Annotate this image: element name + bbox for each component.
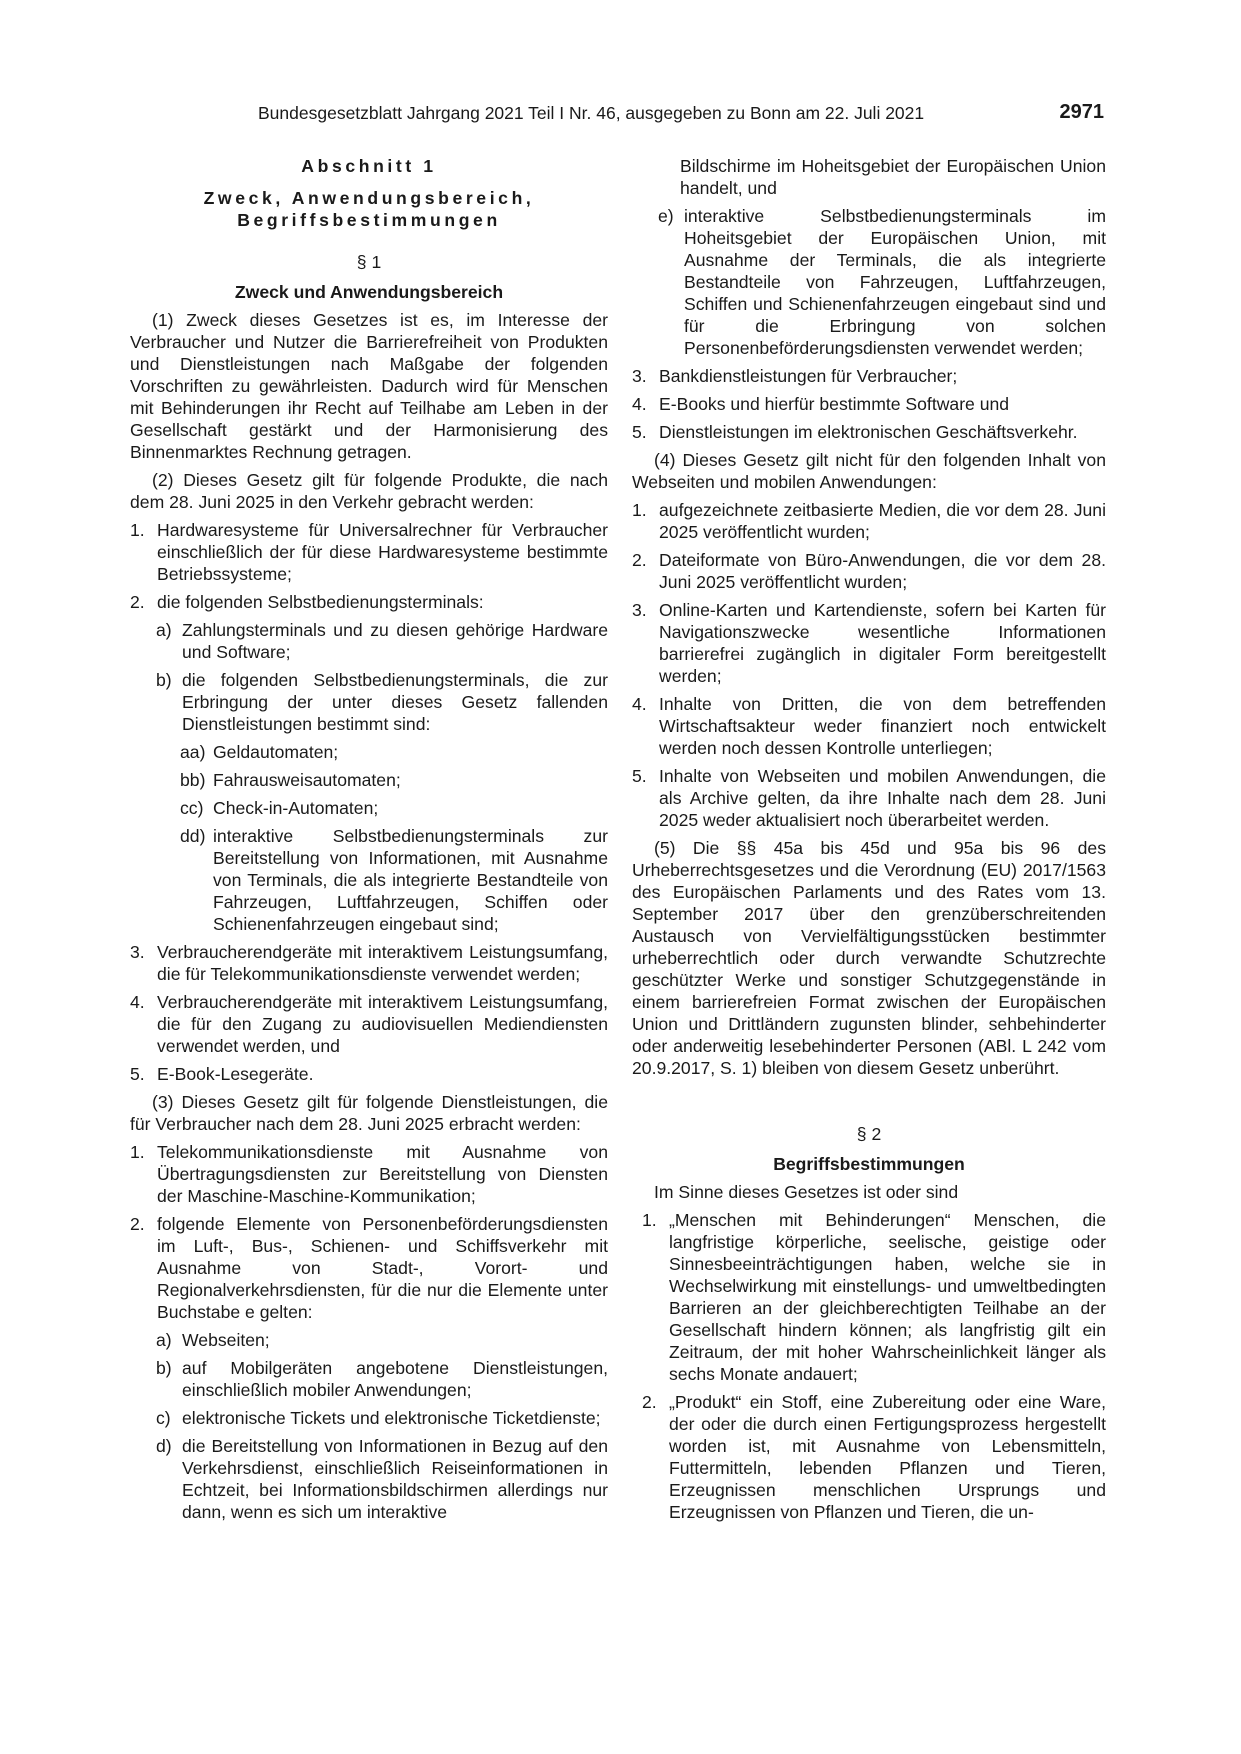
paragraph-2-number: § 2 [856,1124,882,1144]
section-title: Abschnitt 1 [301,156,437,176]
list-item: b) auf Mobilgeräten angebotene Dienstleistungen, einschließlich mobiler Anwendungen; [156,1358,608,1400]
list-item: 1. aufgezeichnete zeitbasierte Medien, die vor dem 28. Juni 2025 veröffentlicht wurden; [632,500,1106,542]
list-item: aa) Geldautomaten; [180,742,339,762]
list-item: 3. Verbraucherendgeräte mit interaktivem Leistungsumfang, die für Telekommunikationsdienste verwendet werden; [130,942,608,984]
list-item: 2. Dateiformate von Büro-Anwendungen, die vor dem 28. Juni 2025 veröffentlicht wurden; [632,550,1106,592]
list-item-continuation: Bildschirme im Hoheitsgebiet der Europäischen Union handelt, und [680,156,1106,198]
paragraph-1-abs-4: (4) Dieses Gesetz gilt nicht für den folgenden Inhalt von Webseiten und mobilen Anwendungen: [632,450,1106,492]
list-item: 5. Dienstleistungen im elektronischen Geschäftsverkehr. [632,422,1078,442]
list-item: 4. Inhalte von Dritten, die von dem betreffenden Wirtschaftsakteur weder finanziert noch entwickelt werden noch dessen Kontrolle unterliegen; [632,694,1106,758]
list-item: c) elektronische Tickets und elektronische Ticketdienste; [156,1408,601,1428]
list-item: 1. Telekommunikationsdienste mit Ausnahme von Übertragungsdiensten zur Bereitstellung von Diensten der Maschine-Maschine-Kommunikation; [130,1142,608,1206]
section-subtitle-line1: Zweck, Anwendungsbereich, [203,188,535,208]
list-item: d) die Bereitstellung von Informationen in Bezug auf den Verkehrsdienst, einschließlich Reiseinformationen in Echtzeit, bei Informationsbildschirmen allerdings nur dann, wenn es sich um interaktive [156,1436,608,1522]
list-item: 2. die folgenden Selbstbedienungsterminals: [130,592,484,612]
definition-item: 1. „Menschen mit Behinderungen“ Menschen, die langfristige körperliche, seelische, geistige oder Sinnesbeeinträchtigungen haben, welche sie in Wechselwirkung mit einstellungs- und umweltbedingten Barrieren an der gleichberechtigten Teilhabe an der Gesellschaft hindern können; als langfristig gilt ein Zeitraum, der mit hoher Wahrscheinlichkeit länger als sechs Monate andauert; [642,1210,1106,1384]
paragraph-1-abs-1: (1) Zweck dieses Gesetzes ist es, im Interesse der Verbraucher und Nutzer die Barrierefreiheit von Produkten und Dienstleistungen nach Maßgabe der folgenden Vorschriften zu gewährleisten. Dadurch wird für Menschen mit Behinderungen ihr Recht auf Teilhabe am Leben in der Gesellschaft gestärkt und der Harmonisierung des Binnenmarktes Rechnung getragen. [130,310,608,462]
list-item: 1. Hardwaresysteme für Universalrechner für Verbraucher einschließlich der für diese Hardwaresysteme bestimmte Betriebssysteme; [130,520,608,584]
section-subtitle-line2: Begriffsbestimmungen [237,210,501,230]
list-item: 5. Inhalte von Webseiten und mobilen Anwendungen, die als Archive gelten, da ihre Inhalte nach dem 28. Juni 2025 weder aktualisiert noch überarbeitet werden. [632,766,1106,830]
list-item: 5. E-Book-Lesegeräte. [130,1064,314,1084]
list-item: 4. Verbraucherendgeräte mit interaktivem Leistungsumfang, die für den Zugang zu audiovisuellen Mediendiensten verwendet werden, und [130,992,608,1056]
right-column [632,155,1106,1529]
list-item: a) Webseiten; [156,1330,270,1350]
paragraph-1-title: Zweck und Anwendungsbereich [234,282,504,302]
paragraph-1-abs-5: (5) Die §§ 45a bis 45d und 95a bis 96 des Urheberrechtsgesetzes und die Verordnung (EU) 2017/1563 des Europäischen Parlaments und des Rates vom 13. September 2017 über den grenzüberschreitenden Austausch von Vervielfältigungsstücken bestimmter urheberrechtlich oder durch verwandte Schutzrechte geschützter Werke und sonstiger Schutzgegenstände in einem barrierefreien Format zwischen der Europäischen Union und Drittländern zugunsten blinder, sehbehinderter oder anderweitig lesebehinderter Personen (ABl. L 242 vom 20.9.2017, S. 1) bleiben von diesem Gesetz unberührt. [632,838,1106,1078]
list-item: b) die folgenden Selbstbedienungsterminals, die zur Erbringung der unter dieses Gesetz fallenden Dienstleistungen bestimmt sind: [156,670,608,734]
list-item: e) interaktive Selbstbedienungsterminals im Hoheitsgebiet der Europäischen Union, mit Ausnahme der Terminals, die als integrierte Bestandteile von Fahrzeugen, Luftfahrzeugen, Schiffen und Schienenfahrzeugen eingebaut sind und für die Erbringung von solchen Personenbeförderungsdiensten verwendet werden; [658,206,1106,358]
page-number: 2971 [1059,101,1104,123]
list-item: bb) Fahrausweisautomaten; [180,770,401,790]
list-item: 2. folgende Elemente von Personenbeförderungsdiensten im Luft-, Bus-, Schienen- und Schiffsverkehr mit Ausnahme von Stadt-, Vorort- und Regionalverkehrsdiensten, für die nur die Elemente unter Buchstabe e gelten: [130,1214,608,1322]
paragraph-1-number: § 1 [356,252,382,272]
left-column [130,155,608,1529]
paragraph-1-abs-3: (3) Dieses Gesetz gilt für folgende Dienstleistungen, die für Verbraucher nach dem 28. Juni 2025 erbracht werden: [130,1092,608,1134]
list-item: cc) Check-in-Automaten; [180,798,379,818]
list-item: 4. E-Books und hierfür bestimmte Software und [632,394,1010,414]
list-item: 3. Bankdienstleistungen für Verbraucher; [632,366,958,386]
definition-item: 2. „Produkt“ ein Stoff, eine Zubereitung oder eine Ware, der oder die durch einen Fertigungsprozess hergestellt worden ist, mit Ausnahme von Lebensmitteln, Futtermitteln, lebenden Pflanzen und Tieren, Erzeugnissen menschlichen Ursprungs und Erzeugnissen von Pflanzen und Tieren, die un- [642,1392,1106,1522]
paragraph-2-title: Begriffsbestimmungen [773,1154,965,1174]
page-header [258,100,1104,126]
paragraph-1-abs-2: (2) Dieses Gesetz gilt für folgende Produkte, die nach dem 28. Juni 2025 in den Verkehr gebracht werden: [130,470,608,512]
paragraph-2-intro: Im Sinne dieses Gesetzes ist oder sind [654,1182,959,1202]
list-item: dd) interaktive Selbstbedienungsterminals zur Bereitstellung von Informationen, mit Ausnahme von Terminals, die als integrierte Bestandteile von Fahrzeugen, Luftfahrzeugen, Schiffen oder Schienenfahrzeugen eingebaut sind; [180,826,608,934]
list-item: 3. Online-Karten und Kartendienste, sofern bei Karten für Navigationszwecke wesentliche Informationen barrierefrei zugänglich in digitaler Form bereitgestellt werden; [632,600,1106,686]
list-item: a) Zahlungsterminals und zu diesen gehörige Hardware und Software; [156,620,608,662]
spacer [632,1085,1106,1103]
gazette-title: Bundesgesetzblatt Jahrgang 2021 Teil I Nr. 46, ausgegeben zu Bonn am 22. Juli 2021 [258,103,925,123]
